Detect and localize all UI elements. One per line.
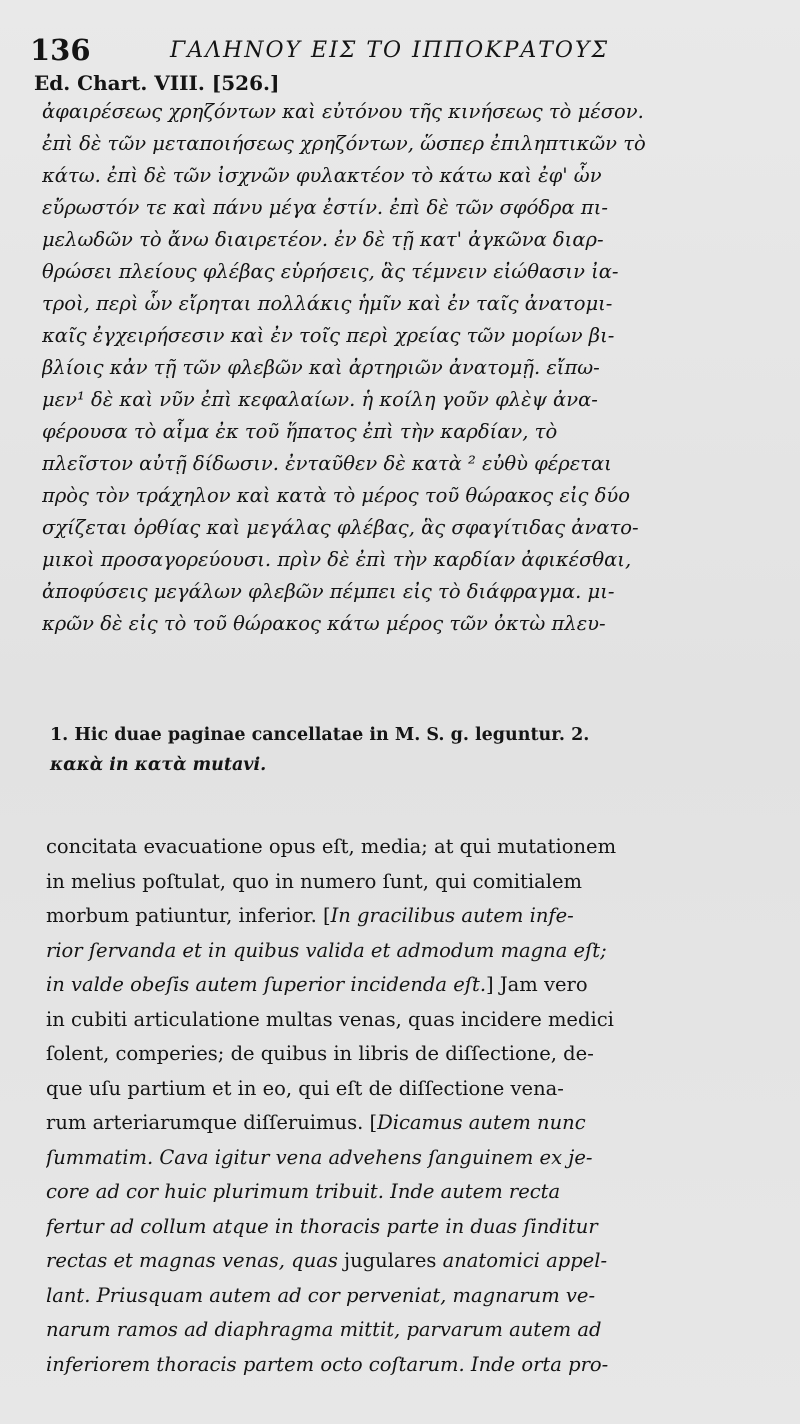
greek-text-line: πλεῖστον αὐτῇ δίδωσιν. ἐνταῦθεν δὲ κατὰ ² εὐθὺ φέρεται <box>42 452 612 475</box>
latin-italic-segment: Dicamus autem nunc <box>377 1111 586 1134</box>
latin-text-line <box>46 1072 770 1107</box>
latin-text-line <box>46 1279 770 1314</box>
latin-italic-segment: quas <box>291 1249 345 1272</box>
latin-text-line <box>46 1175 770 1210</box>
latin-text-line <box>46 865 770 900</box>
latin-italic-segment: rectas et magnas venas, <box>46 1249 292 1272</box>
latin-roman-segment: rum arteriarumque diſſeruimus. [ <box>46 1111 378 1134</box>
greek-text-line: εὔρωστόν τε καὶ πάνυ μέγα ἐστίν. ἐπὶ δὲ τῶν σφόδρα πι- <box>42 196 608 219</box>
page-number: 136 <box>30 33 91 67</box>
greek-text-line: σχίζεται ὀρθίας καὶ μεγάλας φλέβας, ἃς σφαγίτιδας ἀνατο- <box>42 516 639 539</box>
latin-italic-segment: ſummatim. Cava igitur vena advehens ſanguinem ex je- <box>46 1145 593 1169</box>
latin-text-line <box>46 1037 770 1072</box>
latin-text-line <box>46 899 770 934</box>
latin-text-line <box>46 1244 770 1279</box>
latin-italic-segment: inferiorem thoracis partem octo coſtarum. Inde orta pro- <box>46 1352 609 1376</box>
latin-italic-segment: anatomici appel- <box>442 1249 608 1272</box>
latin-roman-segment: concitata evacuatione opus eſt, media; at qui mutationem <box>46 835 617 858</box>
latin-text-line <box>46 934 770 969</box>
latin-roman-segment: que uſu partium et in eo, qui eſt de diſſectione vena- <box>46 1076 564 1100</box>
latin-roman-segment: morbum patiuntur, inferior. [ <box>46 904 331 927</box>
greek-text-line: μελωδῶν τὸ ἄνω διαιρετέον. ἐν δὲ τῇ κατ' ἀγκῶνα διαρ- <box>42 228 604 251</box>
latin-roman-segment: in melius poſtulat, quo in numero ſunt, qui comitialem <box>46 869 582 893</box>
latin-text-line <box>46 1313 770 1348</box>
greek-text-line: ἀφαιρέσεως χρηζόντων καὶ εὐτόνου τῆς κινήσεως τὸ μέσον. <box>42 100 644 123</box>
latin-text-block <box>46 830 770 1382</box>
latin-roman-segment: ] Jam vero <box>486 973 588 996</box>
greek-text-line: τροὶ, περὶ ὧν εἴρηται πολλάκις ἡμῖν καὶ ἐν ταῖς ἀνατομι- <box>42 292 613 315</box>
footnote-line-2: κακὰ in κατὰ mutavi. <box>50 755 267 775</box>
footnotes <box>50 720 772 780</box>
latin-italic-segment: rior ſervanda et in quibus valida et admodum magna eſt; <box>46 938 607 962</box>
greek-text-line: βλίοις κἀν τῇ τῶν φλεβῶν καὶ ἀρτηριῶν ἀνατομῇ. εἴπω- <box>42 356 600 379</box>
greek-text-line: θρώσει πλείους φλέβας εὑρήσεις, ἃς τέμνειν εἰώθασιν ἰα- <box>42 260 619 283</box>
latin-text-line <box>46 968 770 1003</box>
greek-text-line: καῖς ἐγχειρήσεσιν καὶ ἐν τοῖς περὶ χρείας τῶν μορίων βι- <box>42 324 615 347</box>
latin-italic-segment: core ad cor huic plurimum tribuit. Inde autem recta <box>46 1180 561 1203</box>
running-head: ΓΑΛΗΝΟΥ ΕΙΣ ΤΟ ΙΠΠΟΚΡΑΤΟΥΣ <box>170 38 610 63</box>
latin-text-line <box>46 1003 770 1038</box>
latin-italic-segment: narum ramos ad diaphragma mittit, parvarum autem ad <box>46 1318 602 1341</box>
latin-text-line <box>46 1106 770 1141</box>
latin-text-line <box>46 1210 770 1245</box>
latin-text-line <box>46 1141 770 1176</box>
latin-italic-segment: in valde obeſis autem ſuperior incidenda eſt. <box>46 973 487 996</box>
footnote-line-1: 1. Hic duae paginae cancellatae in M. S. g. leguntur. 2. <box>50 725 590 745</box>
latin-text-line <box>46 1348 770 1383</box>
greek-text-line: μεν¹ δὲ καὶ νῦν ἐπὶ κεφαλαίων. ἡ κοίλη γοῦν φλὲψ ἀνα- <box>42 388 598 411</box>
greek-text-line: ἀποφύσεις μεγάλων φλεβῶν πέμπει εἰς τὸ διάφραγμα. μι- <box>42 580 615 603</box>
greek-text-line: ἐπὶ δὲ τῶν μεταποιήσεως χρηζόντων, ὥσπερ ἐπιληπτικῶν τὸ <box>42 132 646 155</box>
latin-italic-segment: lant. Priusquam autem ad cor perveniat, magnarum ve- <box>46 1283 596 1307</box>
latin-italic-segment: In gracilibus autem infe- <box>330 904 574 927</box>
greek-text-block <box>42 96 768 640</box>
latin-roman-segment: ſolent, comperies; de quibus in libris de diſſectione, de- <box>46 1042 594 1065</box>
latin-roman-segment: in cubiti articulatione multas venas, quas incidere medici <box>46 1007 614 1031</box>
page-header <box>30 32 770 72</box>
edition-reference: Ed. Chart. VIII. [526.] <box>34 71 280 95</box>
greek-text-line: κρῶν δὲ εἰς τὸ τοῦ θώρακος κάτω μέρος τῶν ὀκτὼ πλευ- <box>42 612 606 635</box>
greek-text-line: κάτω. ἐπὶ δὲ τῶν ἰσχνῶν φυλακτέον τὸ κάτω καὶ ἐφ' ὧν <box>42 164 602 187</box>
latin-roman-segment: jugulares <box>344 1249 443 1272</box>
greek-text-line: πρὸς τὸν τράχηλον καὶ κατὰ τὸ μέρος τοῦ θώρακος εἰς δύο <box>42 484 630 507</box>
latin-italic-segment: fertur ad collum atque in thoracis parte in duas ſinditur <box>46 1214 598 1238</box>
greek-text-line: μικοὶ προσαγορεύουσι. πρὶν δὲ ἐπὶ τὴν καρδίαν ἀφικέσθαι, <box>42 548 632 571</box>
greek-text-line: φέρουσα τὸ αἷμα ἐκ τοῦ ἥπατος ἐπὶ τὴν καρδίαν, τὸ <box>42 420 558 443</box>
latin-text-line <box>46 830 770 865</box>
